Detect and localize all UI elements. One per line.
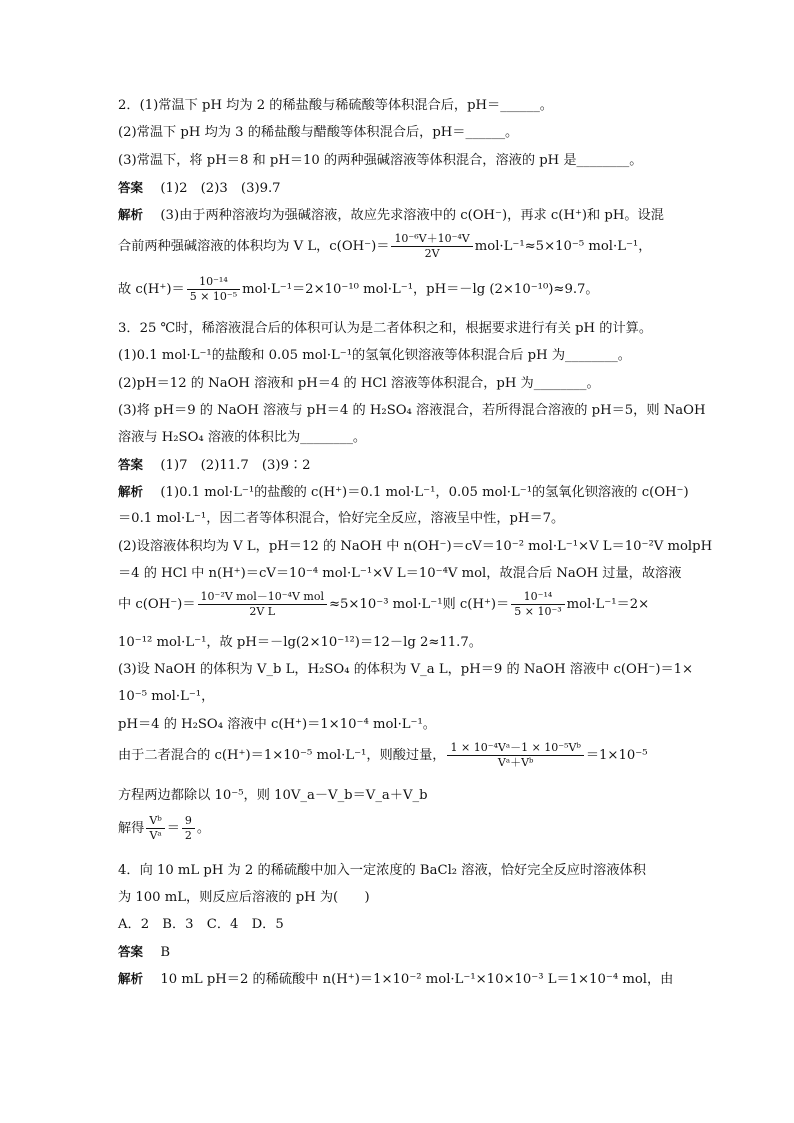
q2-answer: [118, 179, 684, 198]
explanation-label: 解析: [118, 971, 144, 986]
q2-part3: (3)常温下，将 pH＝8 和 pH＝10 的两种强碱溶液等体积混合，溶液的 pH 是________。: [118, 153, 643, 168]
explanation-label: 解析: [118, 484, 144, 499]
q3-explanation-line8: 10⁻⁵ mol·L⁻¹，: [118, 689, 215, 704]
q3-explanation-line1: 解析 (1)0.1 mol·L⁻¹的盐酸的 c(H⁺)＝0.1 mol·L⁻¹，0.05 mol·L⁻¹的氢氧化钡溶液的 c(OH⁻): [118, 484, 689, 500]
fraction: $\frac{\text{1 × 10⁻⁴Vᵃ－1 × 10⁻⁵Vᵇ}}{\text{Vᵃ＋Vᵇ}}$: [447, 741, 583, 770]
q4-stem-line1: 4．向 10 mL pH 为 2 的稀硫酸中加入一定浓度的 BaCl₂ 溶液，恰好完全反应时溶液体积: [118, 863, 646, 878]
answer-label: 答案: [118, 944, 144, 959]
q3-explanation-line12: 解得 $\frac{\text{Vᵇ}}{\text{Vᵃ}}$ ＝ $\frac{9}{2}$ 。: [118, 814, 211, 842]
q3-explanation-line4: ＝4 的 HCl 中 n(H⁺)＝cV＝10⁻⁴ mol·L⁻¹×V L＝10⁻⁴V mol，故混合后 NaOH 过量，故溶液: [118, 566, 682, 581]
q3-part3: (3)将 pH＝9 的 NaOH 溶液与 pH＝4 的 H₂SO₄ 溶液混合，若所得混合溶液的 pH＝5，则 NaOH: [118, 403, 706, 418]
answer-text: B: [160, 945, 171, 960]
q4-explanation-line1: 解析 10 mL pH＝2 的稀硫酸中 n(H⁺)＝1×10⁻² mol·L⁻¹×10×10⁻³ L＝1×10⁻⁴ mol，由: [118, 971, 674, 987]
fraction: $\frac{\text{Vᵇ}}{\text{Vᵃ}}$: [146, 814, 164, 843]
answer-label: 答案: [118, 457, 144, 472]
answer-text: (1)7 (2)11.7 (3)9∶2: [160, 458, 311, 473]
q2-explanation-line1: 解析 (3)由于两种溶液均为强碱溶液，故应先求溶液中的 c(OH⁻)，再求 c(H⁺)和 pH。设混: [118, 207, 664, 223]
q2-part2: (2)常温下 pH 均为 3 的稀盐酸与醋酸等体积混合后，pH＝______。: [118, 125, 519, 140]
q4-options: A．2 B．3 C．4 D．5: [118, 917, 284, 932]
q3-part1: (1)0.1 mol·L⁻¹的盐酸和 0.05 mol·L⁻¹的氢氧化钡溶液等体积混合后 pH 为________。: [118, 348, 631, 363]
q3-explanation-line5: 中 c(OH⁻)＝ $\frac{\text{10⁻²V mol－10⁻⁴V mol}}{\text{2V L}}$ ≈5×10⁻³ mol·L⁻¹则 c(H⁺)＝ $\frac{\text{10⁻¹⁴}}{\text{5 × 10⁻³}}$ mol·L⁻¹＝2×: [118, 590, 650, 618]
q3-explanation-line10: 由于二者混合的 c(H⁺)＝1×10⁻⁵ mol·L⁻¹，则酸过量， $\frac{\text{1 × 10⁻⁴Vᵃ－1 × 10⁻⁵Vᵇ}}{\text{Vᵃ＋Vᵇ}}$ ＝1×10⁻⁵: [118, 741, 648, 769]
q3-explanation-line6: 10⁻¹² mol·L⁻¹，故 pH＝－lg(2×10⁻¹²)＝12－lg 2≈11.7。: [118, 635, 482, 650]
q2-part1: 2．(1)常温下 pH 均为 2 的稀盐酸与稀硫酸等体积混合后，pH＝______。: [118, 98, 553, 113]
q2-explanation-line3: 故 c(H⁺)＝ $\frac{\text{10⁻¹⁴}}{\text{5 × 10⁻⁵}}$ mol·L⁻¹＝2×10⁻¹⁰ mol·L⁻¹，pH＝－lg (2×10⁻¹⁰)≈9.7。: [118, 275, 599, 303]
fraction: $\frac{\text{10⁻⁶V＋10⁻⁴V}}{2V}$: [391, 232, 472, 261]
q4-answer: [118, 943, 684, 962]
q3-stem: 3．25 ℃时，稀溶液混合后的体积可认为是二者体积之和，根据要求进行有关 pH 的计算。: [118, 321, 653, 336]
answer-label: 答案: [118, 180, 144, 195]
fraction: $\frac{\text{10⁻¹⁴}}{\text{5 × 10⁻³}}$: [511, 590, 564, 619]
q4-stem-line2: 为 100 mL，则反应后溶液的 pH 为( ): [118, 890, 370, 905]
explanation-label: 解析: [118, 207, 144, 222]
fraction: $\frac{\text{10⁻¹⁴}}{\text{5 × 10⁻⁵}}$: [187, 275, 240, 304]
fraction: $\frac{\text{10⁻²V mol－10⁻⁴V mol}}{\text{2V L}}$: [198, 590, 327, 619]
fraction: $\frac{9}{2}$: [182, 814, 195, 843]
q3-explanation-line9: pH＝4 的 H₂SO₄ 溶液中 c(H⁺)＝1×10⁻⁴ mol·L⁻¹。: [118, 717, 436, 732]
q3-explanation-line11: 方程两边都除以 10⁻⁵，则 10V_a－V_b＝V_a＋V_b: [118, 788, 428, 803]
q3-explanation-line7: (3)设 NaOH 的体积为 V_b L，H₂SO₄ 的体积为 V_a L，pH＝9 的 NaOH 溶液中 c(OH⁻)＝1×: [118, 662, 694, 677]
q2-explanation-line2: 合前两种强碱溶液的体积均为 V L，c(OH⁻)＝ $\frac{\text{10⁻⁶V＋10⁻⁴V}}{2V}$ mol·L⁻¹≈5×10⁻⁵ mol·L⁻¹，: [118, 232, 652, 260]
q3-part3-cont: 溶液与 H₂SO₄ 溶液的体积比为________。: [118, 430, 367, 445]
q3-part2: (2)pH＝12 的 NaOH 溶液和 pH＝4 的 HCl 溶液等体积混合，pH 为________。: [118, 376, 600, 391]
answer-text: (1)2 (2)3 (3)9.7: [160, 181, 281, 196]
q3-explanation-line2: ＝0.1 mol·L⁻¹，因二者等体积混合，恰好完全反应，溶液呈中性，pH＝7。: [118, 511, 565, 526]
q3-answer: [118, 456, 684, 475]
q3-explanation-line3: (2)设溶液体积均为 V L，pH＝12 的 NaOH 中 n(OH⁻)＝cV＝10⁻² mol·L⁻¹×V L＝10⁻²V molpH: [118, 539, 713, 554]
